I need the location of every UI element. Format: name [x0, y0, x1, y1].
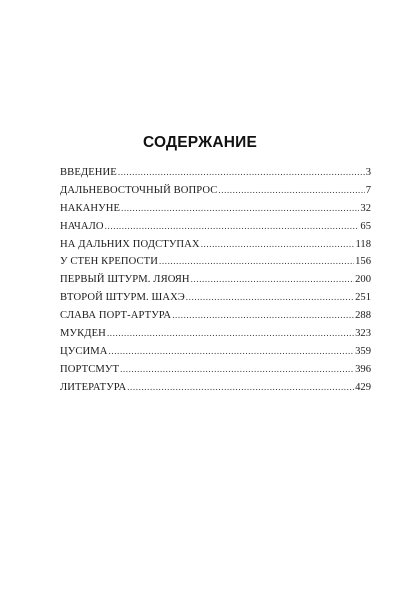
dot-leader: [191, 271, 354, 289]
dot-leader: [218, 182, 364, 200]
toc-entry-label: НА ДАЛЬНИХ ПОДСТУПАХ: [60, 238, 200, 250]
dot-leader: [186, 289, 354, 307]
toc-entry: [60, 379, 371, 397]
toc-entry-label: НАЧАЛО: [60, 220, 104, 232]
toc-entry-page: 32: [360, 202, 371, 214]
toc-entry-page: 429: [355, 381, 371, 393]
toc-entry-label: НАКАНУНЕ: [60, 202, 121, 214]
toc-entry-page: 118: [355, 238, 371, 250]
dot-leader: [201, 236, 355, 254]
dot-leader: [120, 361, 354, 379]
dot-leader: [172, 307, 354, 325]
toc-entry-label: ЦУСИМА: [60, 345, 108, 357]
toc-entry-page: 7: [365, 184, 371, 196]
toc-entry-page: 396: [355, 363, 371, 375]
toc-entry: [60, 325, 371, 343]
toc-entry: [60, 218, 371, 236]
toc-entry-page: 3: [365, 167, 371, 178]
toc-entry-label: ВВЕДЕНИЕ: [60, 167, 117, 178]
toc-entry-label: ВТОРОЙ ШТУРМ. ШАХЭ: [60, 292, 185, 304]
toc-entry-page: 65: [360, 220, 371, 232]
toc-entry: [60, 236, 371, 254]
dot-leader: [127, 379, 354, 397]
dot-leader: [118, 164, 365, 182]
toc-entry: [60, 164, 371, 182]
dot-leader: [121, 200, 359, 218]
toc-entry: [60, 271, 371, 289]
toc-entry: [60, 182, 371, 200]
toc-entry-label: СЛАВА ПОРТ-АРТУРА: [60, 310, 172, 322]
toc-entry: [60, 343, 371, 361]
toc-entry: [60, 361, 371, 379]
toc-entry-page: 359: [355, 345, 371, 357]
toc-entry-page: 288: [355, 310, 371, 322]
dot-leader: [107, 325, 354, 343]
toc-entry-label: ДАЛЬНЕВОСТОЧНЫЙ ВОПРОС: [60, 184, 218, 196]
toc-list: [60, 164, 371, 397]
dot-leader: [109, 343, 355, 361]
toc-entry-label: ЛИТЕРАТУРА: [60, 381, 127, 393]
dot-leader: [105, 218, 360, 236]
toc-entry: [60, 253, 371, 271]
toc-entry-label: ПОРТСМУТ: [60, 363, 120, 375]
toc-entry: [60, 200, 371, 218]
toc-entry-label: У СТЕН КРЕПОСТИ: [60, 256, 159, 268]
toc-entry: [60, 307, 371, 325]
toc-entry-page: 323: [355, 328, 371, 340]
toc-entry-label: ПЕРВЫЙ ШТУРМ. ЛЯОЯН: [60, 274, 190, 286]
toc-entry: [60, 289, 371, 307]
toc-entry-page: 251: [355, 292, 371, 304]
toc-title: СОДЕРЖАНИЕ: [142, 134, 258, 151]
toc-entry-page: 156: [355, 256, 371, 268]
toc-entry-label: МУКДЕН: [60, 328, 106, 340]
dot-leader: [159, 253, 354, 271]
toc-entry-page: 200: [355, 274, 371, 286]
